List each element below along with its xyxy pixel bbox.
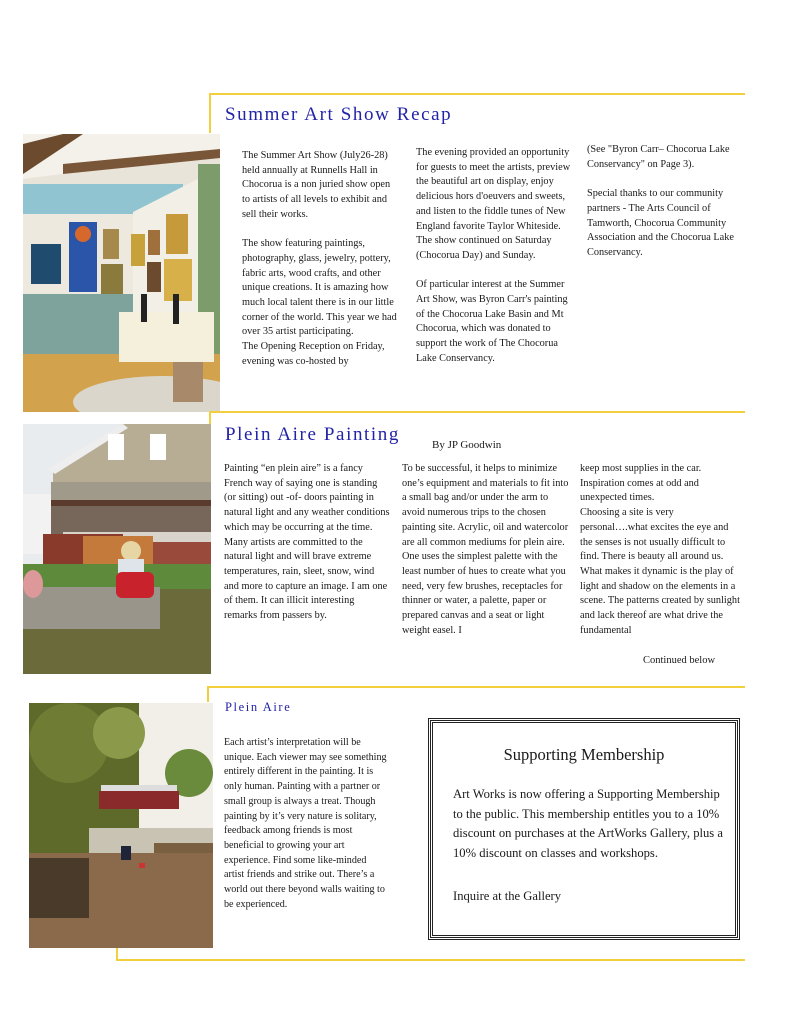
membership-footer: Inquire at the Gallery <box>453 889 562 903</box>
section2-title: Plein Aire Painting <box>225 424 401 445</box>
section3-body <box>224 736 389 912</box>
paragraph: keep most supplies in the car. Inspiration comes at odd and unexpected times. <box>580 463 702 504</box>
gallery-exhibit-photo <box>23 134 220 412</box>
paragraph: The Summer Art Show (July26-28) held annually at Runnells Hall in Chocorua is a non juried show open to artists of all levels to exhibit and sell their works. <box>242 150 391 220</box>
paragraph: The evening provided an opportunity for guests to meet the artists, preview the beautiful art on display, enjoy delicious hors d'oeuvers and sweets, and listen to the fiddle tunes of New England favorite Taylor Whiteside. The show continued on Saturday (Chocorua Day) and Sunday. <box>416 147 571 261</box>
membership-box <box>430 720 738 938</box>
paragraph: Of particular interest at the Summer Art Show, was Byron Carr's painting of the Chocorua Lake Basin and Mt Chocorua, which was donated to support the work of The Chocorua Lake Conservancy. <box>416 279 568 364</box>
paragraph: Choosing a site is very personal….what excites the eye and the senses is not usually difficult to find. There is beauty all around us. What makes it dynamic is the play of light and shadow on the elements in a scene. The patterns created by sunlight and lack thereof are what drive the fundamental <box>580 507 740 636</box>
section1-title: Summer Art Show Recap <box>225 104 453 125</box>
section1-column-2 <box>416 146 576 367</box>
section3-bottom-rule <box>116 959 745 961</box>
outdoor-painter-photo <box>23 424 211 674</box>
membership-title: Supporting Membership <box>503 745 665 764</box>
paragraph: Each artist’s interpretation will be unique. Each viewer may see something entirely different in the painting. It is only human. Painting with a partner or small group is always a treat. Though painting by it’s very nature is solitary, feedback among friends is most beneficial to growing your art experience. Find some like-minded artist friends and strike out. There’s a world out there beyond walls waiting to be experienced. <box>224 737 387 910</box>
paragraph: The show featuring paintings, photography, glass, jewelry, pottery, fabric arts, wood crafts, and other unique creations. It is amazing how much local talent there is in our little corner of the world. This year we had over 35 artist participating. <box>242 238 397 338</box>
section1-left-rule <box>209 93 211 133</box>
section2-top-rule <box>209 411 745 413</box>
paragraph: (See "Byron Carr– Chocorua Lake Conservancy" on Page 3). <box>587 144 730 170</box>
section3-title: Plein Aire <box>225 700 292 714</box>
covered-bridge-river-photo <box>29 703 213 948</box>
section1-top-rule <box>209 93 745 95</box>
section3-top-rule <box>207 686 745 688</box>
section2-byline: By JP Goodwin <box>432 439 502 451</box>
section1-column-3 <box>587 143 737 261</box>
section2-column-1 <box>224 462 390 624</box>
paragraph: Many artists are committed to the natural light and will brave extreme temperatures, rain, sleet, snow, wind and more to capture an image. I am one of them. It can illicit interesting remarks from passers by. <box>224 536 388 622</box>
section2-column-2 <box>402 462 572 638</box>
paragraph: Painting “en plein aire” is a fancy French way of saying one is standing (or sitting) out -of- doors painting in natural light and any weather conditions which may be occurring at the time. <box>224 463 390 533</box>
continued-note: Continued below <box>643 655 716 666</box>
paragraph: To be successful, it helps to minimize one’s equipment and materials to fit into a small bag and/or under the arm to avoid numerous trips to the chosen painting site. Acrylic, oil and watercolor are all common mediums for plein aire. One uses the simplest palette with the least number of hues to create what you need, very few brushes, receptacles for thinner or water, a palette, paper or prepared canvas and a seat or light weight easel. I <box>402 463 569 636</box>
membership-body: Art Works is now offering a Supporting Membership to the public. This membership entitles you to a 10% discount on purchases at the ArtWorks Gallery, plus a 10% discount on classes and workshops. <box>453 787 723 860</box>
section1-column-1 <box>242 149 400 370</box>
paragraph: Special thanks to our community partners - The Arts Council of Tamworth, Chocorua Community Association and the Chocorua Lake Conservancy. <box>587 188 734 258</box>
section2-column-3 <box>580 462 742 638</box>
paragraph: The Opening Reception on Friday, evening was co-hosted by <box>242 341 385 367</box>
section3-left-rule <box>207 686 209 702</box>
